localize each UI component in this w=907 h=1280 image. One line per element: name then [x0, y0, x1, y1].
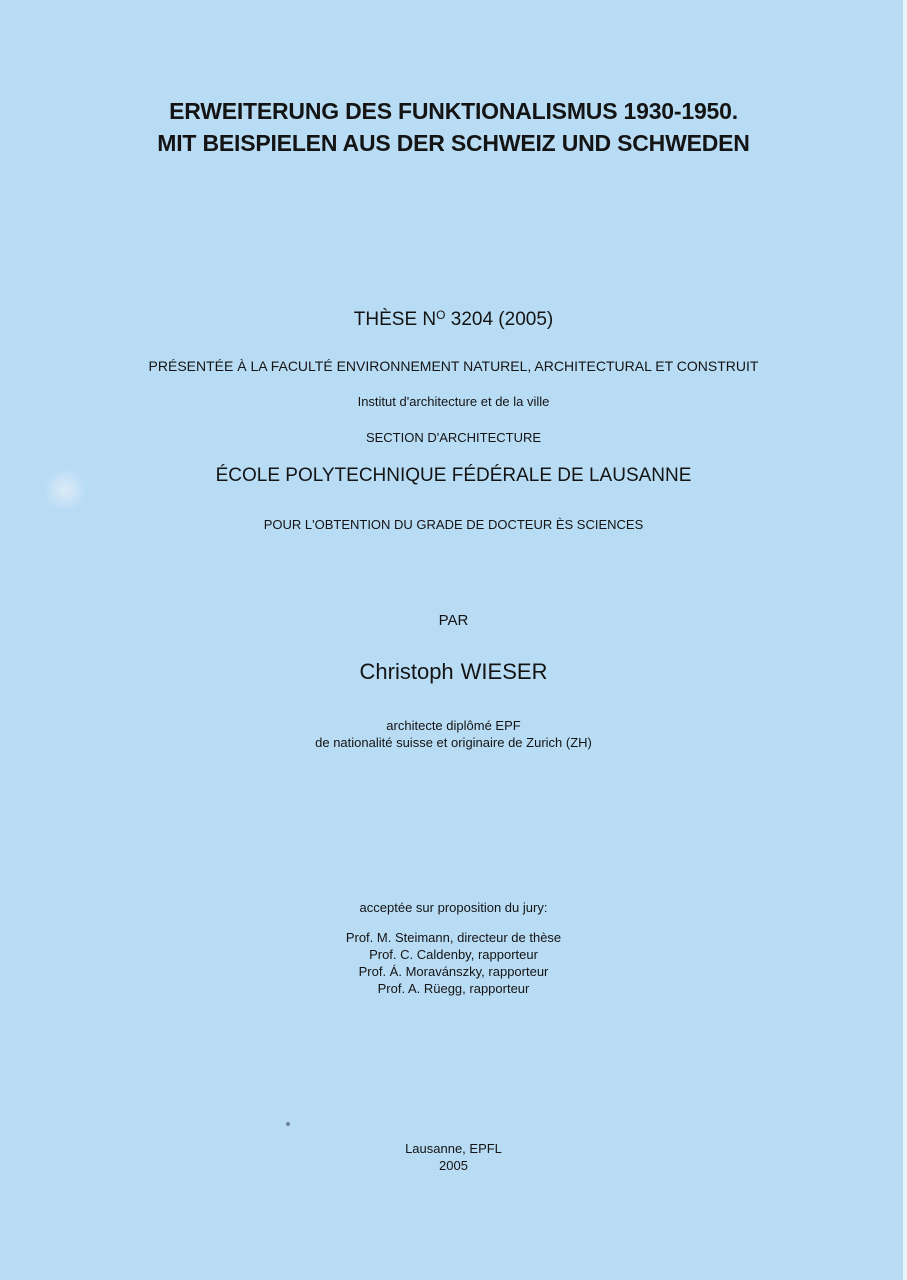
- jury-member: Prof. Á. Moravánszky, rapporteur: [358, 964, 549, 979]
- jury-list: [0, 929, 907, 997]
- jury-member: Prof. A. Rüegg, rapporteur: [377, 981, 530, 996]
- place-city: Lausanne, EPFL: [405, 1141, 502, 1156]
- degree-statement: POUR L'OBTENTION DU GRADE DE DOCTEUR ÈS SCIENCES: [263, 517, 644, 532]
- by-label: PAR: [438, 612, 469, 629]
- qualification-line: architecte diplômé EPF: [386, 718, 521, 733]
- title-line-2: MIT BEISPIELEN AUS DER SCHWEIZ UND SCHWEDEN: [157, 130, 750, 156]
- thesis-number-value: 3204 (2005): [445, 309, 554, 330]
- title-line-1: ERWEITERUNG DES FUNKTIONALISMUS 1930-1950.: [169, 98, 738, 124]
- thesis-superscript: O: [436, 308, 446, 322]
- paper-speck: [286, 1122, 290, 1126]
- author-name: [0, 659, 907, 685]
- presented-to: PRÉSENTÉE À LA FACULTÉ ENVIRONNEMENT NATUREL, ARCHITECTURAL ET CONSTRUIT: [148, 358, 759, 374]
- author-first-name: Christoph: [359, 659, 454, 684]
- thesis-label: THÈSE N: [353, 309, 437, 330]
- jury-member: Prof. M. Steimann, directeur de thèse: [345, 930, 562, 945]
- jury-intro: acceptée sur proposition du jury:: [359, 900, 548, 915]
- place-year: 2005: [439, 1158, 468, 1173]
- thesis-number: [0, 308, 907, 331]
- institute: Institut d'architecture et de la ville: [357, 394, 550, 409]
- school-name: ÉCOLE POLYTECHNIQUE FÉDÉRALE DE LAUSANNE: [215, 465, 692, 486]
- jury-member: Prof. C. Caldenby, rapporteur: [369, 947, 538, 962]
- author-qualifications: [0, 717, 907, 751]
- section: SECTION D'ARCHITECTURE: [365, 430, 542, 445]
- place-and-year: [0, 1140, 907, 1174]
- page-edge: [903, 0, 907, 1280]
- qualification-line: de nationalité suisse et originaire de Zurich (ZH): [315, 735, 592, 750]
- author-last-name: WIESER: [460, 659, 548, 684]
